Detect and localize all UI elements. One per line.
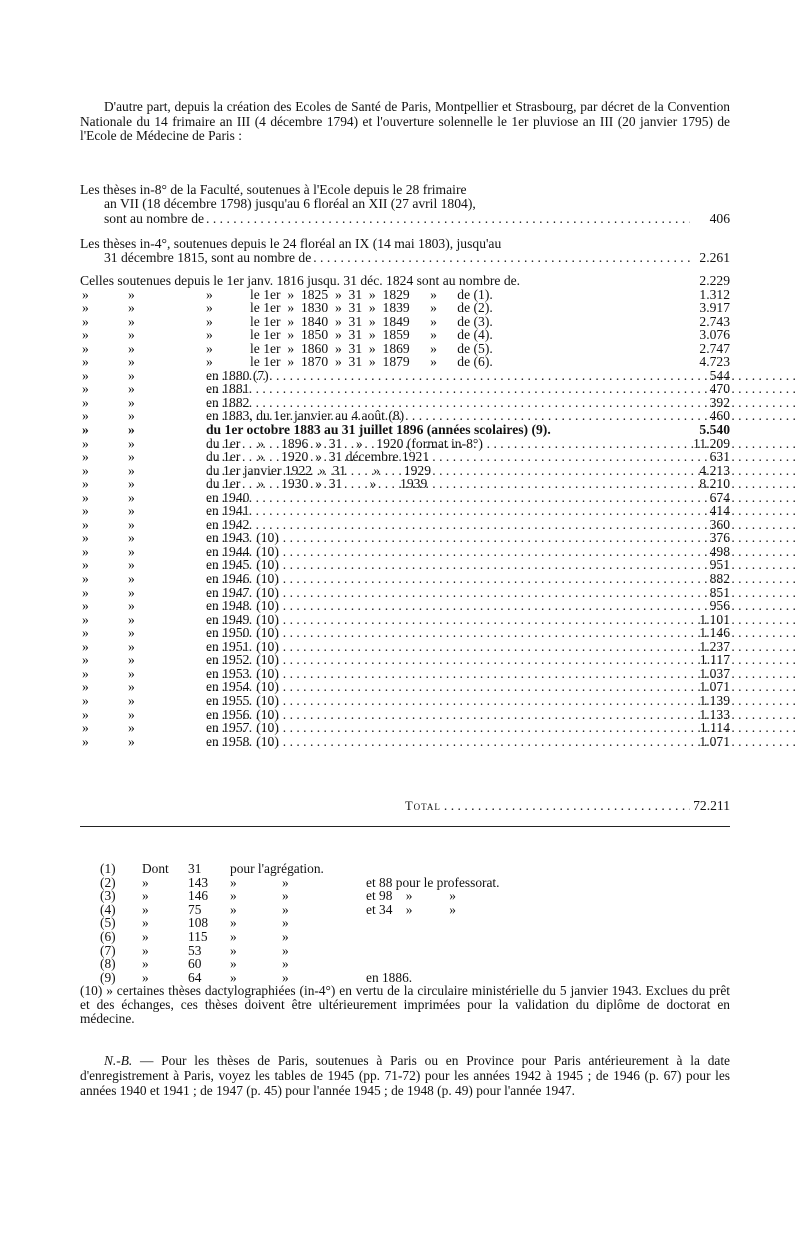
ditto-mark: » (206, 300, 213, 316)
table-row (80, 477, 730, 491)
footnote-cell: » (282, 915, 289, 931)
row-value: 2.743 (699, 313, 730, 329)
table-row (80, 504, 730, 518)
row-value: 460 (709, 408, 730, 424)
row-text: en 1944 (10) (206, 543, 279, 559)
ditto-mark: » (82, 679, 89, 695)
theses-in8-entry (80, 183, 730, 226)
row-value: 1.312 (699, 286, 730, 302)
ditto-mark: » (82, 503, 89, 519)
row-text: en 1946 (10) (206, 571, 279, 587)
row-text: le 1er » 1825 » 31 » 1829 » de (1). (250, 286, 493, 302)
row-value: 392 (709, 394, 730, 410)
theses-in8-label: sont au nombre de (104, 210, 205, 226)
ditto-mark: » (82, 327, 89, 343)
row-value: 4.723 (699, 354, 730, 370)
row-text: le 1er » 1830 » 31 » 1839 » de (2). (250, 300, 493, 316)
footnote-cell: (6) (100, 928, 116, 944)
row-text: en 1943 (10) (206, 530, 279, 546)
ditto-mark: » (128, 571, 135, 587)
ditto-mark: » (128, 692, 135, 708)
footnote-cell: » (230, 874, 237, 890)
footnote-row (80, 930, 730, 944)
row-label: Celles soutenues depuis le 1er janv. 1816 jusqu. 31 déc. 1824 sont au nombre de. (80, 273, 521, 288)
ditto-mark: » (82, 720, 89, 736)
row-value: 11.209 (693, 435, 730, 451)
row-text: en 1882 (206, 394, 250, 410)
footnote-row (80, 916, 730, 930)
footnote-row (80, 876, 730, 890)
table-row (80, 613, 730, 627)
footnote-10 (80, 984, 730, 1026)
footnote-cell: » (230, 888, 237, 904)
ditto-mark: » (82, 300, 89, 316)
row-value: 414 (709, 503, 730, 519)
leader-dots (206, 212, 690, 226)
footnote-cell: » (230, 956, 237, 972)
ditto-mark: » (128, 449, 135, 465)
ditto-mark: » (128, 611, 135, 627)
ditto-mark: » (82, 313, 89, 329)
footnote-cell: » (142, 928, 149, 944)
ditto-mark: » (128, 394, 135, 410)
theses-in4-label: 31 décembre 1815, sont au nombre de (104, 250, 312, 266)
ditto-mark: » (128, 679, 135, 695)
table-row (80, 274, 730, 288)
footnote-cell: (9) (100, 969, 116, 985)
table-row (80, 680, 730, 694)
row-text: du 1er » 1896 » 31 » 1920 (format in-8°) (206, 435, 483, 451)
ditto-mark: » (82, 394, 89, 410)
footnote-row (80, 889, 730, 903)
ditto-mark: » (206, 313, 213, 329)
footnote-cell: 60 (188, 956, 202, 972)
row-value: 3.076 (699, 327, 730, 343)
table-row (80, 572, 730, 586)
row-value: 631 (709, 449, 730, 465)
ditto-mark: » (128, 543, 135, 559)
ditto-mark: » (206, 340, 213, 356)
ditto-mark: » (82, 408, 89, 424)
footnote-row (80, 903, 730, 917)
ditto-mark: » (206, 354, 213, 370)
ditto-mark: » (82, 422, 89, 438)
ditto-mark: » (128, 720, 135, 736)
theses-in8-line1: Les thèses in-8° de la Faculté, soutenues à l'Ecole depuis le 28 frimaire (80, 182, 467, 197)
footnote-cell: 75 (188, 901, 202, 917)
footnote-cell: » (282, 888, 289, 904)
ditto-mark: » (128, 638, 135, 654)
table-row (80, 382, 730, 396)
ditto-mark: » (82, 340, 89, 356)
footnote-cell: » (142, 942, 149, 958)
ditto-mark: » (128, 557, 135, 573)
row-value: 360 (709, 516, 730, 532)
footnote-cell: » (230, 915, 237, 931)
row-value: 1.146 (699, 625, 730, 641)
ditto-mark: » (82, 557, 89, 573)
row-value: 882 (709, 571, 730, 587)
row-text: en 1941 (206, 503, 250, 519)
ditto-mark: » (128, 584, 135, 600)
ditto-mark: » (128, 367, 135, 383)
row-value: 1.114 (699, 720, 730, 736)
ditto-mark: » (82, 462, 89, 478)
ditto-mark: » (82, 652, 89, 668)
ditto-mark: » (82, 625, 89, 641)
ditto-mark: » (82, 530, 89, 546)
table-row (80, 586, 730, 600)
footnote-row (80, 944, 730, 958)
ditto-mark: » (128, 286, 135, 302)
ditto-mark: » (82, 584, 89, 600)
row-text: en 1880 (7) (206, 367, 269, 383)
footnote-cell: » (142, 956, 149, 972)
footnote-cell: » (142, 915, 149, 931)
footnote-cell: » (230, 901, 237, 917)
row-value: 1.071 (699, 679, 730, 695)
row-value: 956 (709, 598, 730, 614)
table-row (80, 491, 730, 505)
footnote-cell: pour l'agrégation. (230, 861, 324, 876)
table-row (80, 342, 730, 356)
row-value: 1.133 (699, 706, 730, 722)
ditto-mark: » (82, 449, 89, 465)
leader-dots (313, 251, 690, 265)
footnote-cell: » (142, 888, 149, 904)
row-text: le 1er » 1870 » 31 » 1879 » de (6). (250, 354, 493, 370)
intro-text: D'autre part, depuis la création des Ecoles de Santé de Paris, Montpellier et Strasbourg, par décret de la Convention Nationale du 14 frimaire an III (4 décembre 1794) et l'ouverture solennelle le 1er pluviose an III (20 janvier 1795) de l'Ecole de Médecine de Paris : (80, 99, 730, 144)
row-text: le 1er » 1860 » 31 » 1869 » de (5). (250, 340, 493, 356)
footnote-cell: » (142, 901, 149, 917)
row-value: 2.747 (699, 340, 730, 356)
footnote-cell: 146 (188, 888, 209, 904)
ditto-mark: » (82, 706, 89, 722)
footnote-cell: (1) (100, 861, 116, 876)
footnote-cell: (5) (100, 915, 116, 931)
theses-in4-line1: Les thèses in-4°, soutenues depuis le 24 floréal an IX (14 mai 1803), jusqu'au (80, 236, 502, 251)
row-text: le 1er » 1840 » 31 » 1849 » de (3). (250, 313, 493, 329)
footnote-cell: » (282, 942, 289, 958)
row-value: 1.037 (699, 665, 730, 681)
ditto-mark: » (128, 435, 135, 451)
table-row (80, 464, 730, 478)
table-row (80, 423, 730, 437)
table-row (80, 667, 730, 681)
ditto-mark: » (82, 692, 89, 708)
total-label: Total (405, 799, 441, 813)
row-text: en 1956 (10) (206, 706, 279, 722)
nb-label: N.-B. (104, 1053, 133, 1068)
ditto-mark: » (128, 354, 135, 370)
row-value: 8.210 (699, 476, 730, 492)
footnote-cell: » (230, 969, 237, 985)
ditto-mark: » (128, 381, 135, 397)
row-text: en 1942 (206, 516, 250, 532)
footnote-cell: 115 (188, 928, 208, 944)
row-text: en 1957 (10) (206, 720, 279, 736)
ditto-mark: » (82, 638, 89, 654)
ditto-mark: » (206, 327, 213, 343)
footnote-cell: (3) (100, 888, 116, 904)
nb-text: — Pour les thèses de Paris, soutenues à Paris ou en Province pour Paris antérieurement à la date d'enregistrement à Paris, voyez les tables de 1945 (pp. 71-72) pour les années 1942 à 1945 ; de 1946 (p. 67) pour les années 1940 et 1941 ; de 1947 (p. 45) pour l'année 1945 ; de 1948 (p. 49) pour l'année 1947. (80, 1053, 730, 1098)
row-text: du 1er » 1930 » 31 » 1939 (206, 476, 428, 492)
table-row (80, 355, 730, 369)
ditto-mark: » (128, 530, 135, 546)
row-text: en 1940 (206, 489, 250, 505)
row-text: en 1947 (10) (206, 584, 279, 600)
row-text: en 1881 (206, 381, 250, 397)
theses-in4-value: 2.261 (699, 250, 730, 266)
table-row (80, 328, 730, 342)
ditto-mark: » (128, 408, 135, 424)
footnote-cell: » (282, 956, 289, 972)
row-value: 674 (709, 489, 730, 505)
table-row (80, 315, 730, 329)
row-text: du 1er janvier 1922 » 31 » 1929 (206, 462, 432, 478)
footnote-cell: » (230, 942, 237, 958)
ditto-mark: » (128, 462, 135, 478)
row-text: en 1948 (10) (206, 598, 279, 614)
ditto-mark: » (128, 422, 135, 438)
row-value: 1.117 (699, 652, 730, 668)
footnote-cell: (8) (100, 956, 116, 972)
table-row (80, 545, 730, 559)
ditto-mark: » (128, 503, 135, 519)
row-text: du 1er octobre 1883 au 31 juillet 1896 (années scolaires) (9). (206, 422, 551, 438)
nb-paragraph (80, 1053, 730, 1098)
footnote-row (80, 971, 730, 985)
ditto-mark: » (128, 313, 135, 329)
table-row (80, 531, 730, 545)
ditto-mark: » (128, 625, 135, 641)
ditto-mark: » (82, 733, 89, 749)
ditto-mark: » (82, 611, 89, 627)
footnote-cell: 53 (188, 942, 202, 958)
row-value: 470 (709, 381, 730, 397)
ditto-mark: » (128, 327, 135, 343)
table-row (80, 721, 730, 735)
divider (80, 826, 730, 827)
ditto-mark: » (82, 367, 89, 383)
ditto-mark: » (128, 476, 135, 492)
row-value: 4.213 (699, 462, 730, 478)
footnote-cell: 143 (188, 874, 209, 890)
footnote-cell: » (142, 969, 149, 985)
row-value: 498 (709, 543, 730, 559)
row-value: 3.917 (699, 300, 730, 316)
leader-dots (444, 799, 690, 813)
theses-in8-line3 (80, 212, 730, 226)
ditto-mark: » (206, 286, 213, 302)
footnote-cell: Dont (142, 861, 169, 876)
ditto-mark: » (82, 435, 89, 451)
row-value: 1.139 (699, 692, 730, 708)
row-value: 851 (709, 584, 730, 600)
footnote-row (80, 957, 730, 971)
footnote-cell: et 88 pour le professorat. (366, 874, 500, 890)
ditto-mark: » (82, 286, 89, 302)
ditto-mark: » (128, 300, 135, 316)
table-row (80, 450, 730, 464)
row-text: le 1er » 1850 » 31 » 1859 » de (4). (250, 327, 493, 343)
total-row (405, 799, 730, 813)
row-value: 5.540 (699, 422, 730, 438)
table-row (80, 518, 730, 532)
row-text: en 1945 (10) (206, 557, 279, 573)
table-row (80, 640, 730, 654)
table-row (80, 437, 730, 451)
row-text: en 1951 (10) (206, 638, 279, 654)
footnote-cell: 31 (188, 861, 202, 876)
table-row (80, 653, 730, 667)
ditto-mark: » (128, 516, 135, 532)
ditto-mark: » (82, 571, 89, 587)
row-text: en 1955 (10) (206, 692, 279, 708)
ditto-mark: » (82, 476, 89, 492)
table-row (80, 288, 730, 302)
ditto-mark: » (82, 516, 89, 532)
table-row (80, 708, 730, 722)
row-text: en 1949 (10) (206, 611, 279, 627)
row-value: 2.229 (699, 273, 730, 288)
ditto-mark: » (128, 489, 135, 505)
table-row (80, 626, 730, 640)
ditto-mark: » (82, 598, 89, 614)
ditto-mark: » (82, 489, 89, 505)
table-row (80, 694, 730, 708)
row-text: en 1958 (10) (206, 733, 279, 749)
theses-in8-value: 406 (709, 210, 730, 226)
ditto-mark: » (82, 543, 89, 559)
footnotes (80, 862, 730, 1027)
footnote-cell: (7) (100, 942, 116, 958)
footnote-row (80, 862, 730, 876)
table-row (80, 301, 730, 315)
footnote-cell: (2) (100, 874, 116, 890)
table-row (80, 735, 730, 749)
footnote-cell: et 34 » » (366, 901, 457, 917)
footnote-list (80, 862, 730, 984)
footnote-cell: » (282, 874, 289, 890)
footnote-cell: et 98 » » (366, 888, 457, 904)
theses-in4-entry (80, 237, 730, 266)
table-row (80, 369, 730, 383)
ditto-mark: » (82, 354, 89, 370)
row-value: 376 (709, 530, 730, 546)
row-value: 1.071 (699, 733, 730, 749)
footnote-cell: 64 (188, 969, 202, 985)
footnote-cell: 108 (188, 915, 209, 931)
row-value: 1.237 (699, 638, 730, 654)
intro-paragraph (80, 100, 730, 144)
row-text: en 1952 (10) (206, 652, 279, 668)
total-value: 72.211 (693, 798, 730, 813)
ditto-mark: » (128, 340, 135, 356)
footnote-cell: » (142, 874, 149, 890)
footnote-cell: en 1886. (366, 969, 413, 985)
row-value: 1.101 (699, 611, 730, 627)
theses-in8-line2: an VII (18 décembre 1798) jusqu'au 6 floréal an XII (27 avril 1804), (104, 196, 476, 212)
row-text: du 1er » 1920 » 31 décembre 1921 (206, 449, 430, 465)
ditto-mark: » (128, 706, 135, 722)
footnote-cell: » (230, 928, 237, 944)
footnote-cell: » (282, 901, 289, 917)
row-value: 544 (709, 367, 730, 383)
footnote-cell: » (282, 969, 289, 985)
ditto-mark: » (128, 652, 135, 668)
theses-count-table (80, 274, 730, 748)
row-text: en 1950 (10) (206, 625, 279, 641)
table-row (80, 396, 730, 410)
ditto-mark: » (128, 665, 135, 681)
ditto-mark: » (82, 381, 89, 397)
table-row (80, 599, 730, 613)
footnote-cell: » (282, 928, 289, 944)
ditto-mark: » (128, 733, 135, 749)
footnote-10-text: (10) » certaines thèses dactylographiées (in-4°) en vertu de la circulaire ministérielle du 5 janvier 1943. Exclues du prêt et des échanges, ces thèses doivent être ultérieurement imprimées pour la validation du diplôme de doctorat en médecine. (80, 983, 730, 1027)
row-text: en 1953 (10) (206, 665, 279, 681)
theses-in4-line2 (80, 251, 730, 265)
table-row (80, 558, 730, 572)
ditto-mark: » (82, 665, 89, 681)
row-value: 951 (709, 557, 730, 573)
row-text: en 1954 (10) (206, 679, 279, 695)
table-row (80, 409, 730, 423)
footnote-cell: (4) (100, 901, 116, 917)
ditto-mark: » (128, 598, 135, 614)
row-text: en 1883, du 1er janvier au 4 août (8) (206, 408, 405, 424)
